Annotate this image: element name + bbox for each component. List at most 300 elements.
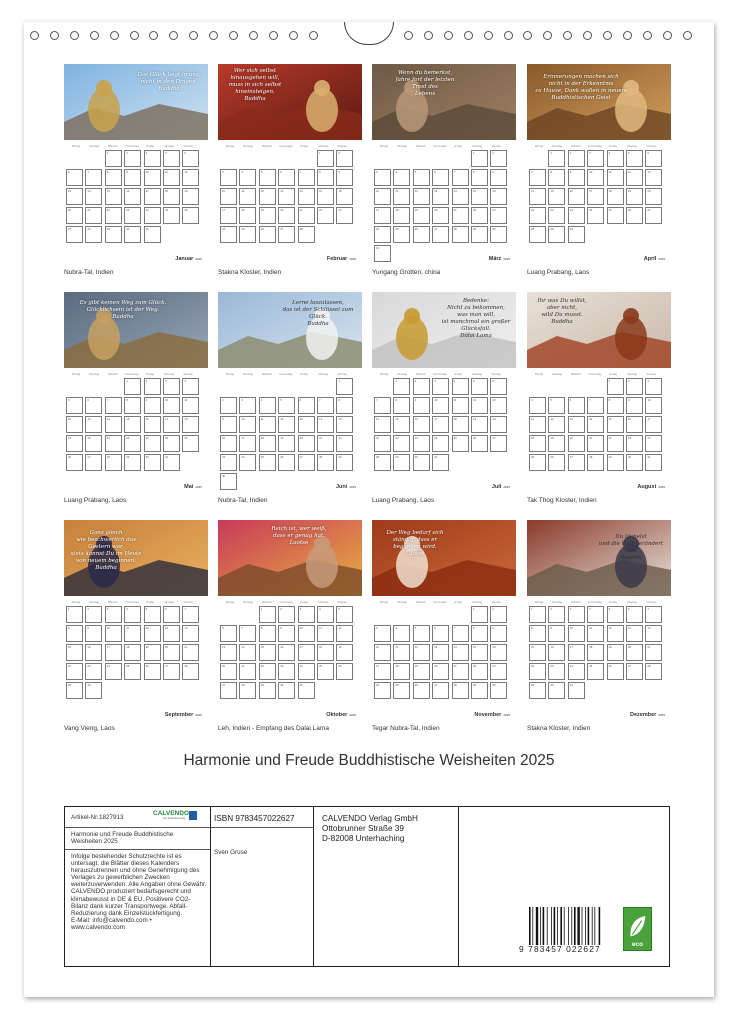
day-cell: 22 xyxy=(336,435,353,452)
weekday-label: Donnerstag xyxy=(125,145,139,148)
day-cell: 23 xyxy=(626,435,643,452)
day-cell: 17 xyxy=(163,416,180,433)
day-cell: 31 xyxy=(432,454,449,471)
month-photo xyxy=(372,64,516,140)
ring-2 xyxy=(50,31,59,40)
weekday-label: Mittwoch xyxy=(262,145,272,148)
artikel-number: 1827913 xyxy=(99,814,124,821)
day-grid xyxy=(64,150,208,244)
info-column-isbn xyxy=(211,807,314,966)
day-cell: 20 xyxy=(298,435,315,452)
weekday-label: Donnerstag xyxy=(125,373,139,376)
day-cell: 14 xyxy=(239,644,256,661)
day-cell: 18 xyxy=(124,644,141,661)
day-cell: 13 xyxy=(278,188,295,205)
day-cell: 13 xyxy=(568,416,585,433)
day-cell: 9 xyxy=(144,397,161,414)
weekday-label: Samstag xyxy=(318,373,328,376)
day-cell: 5 xyxy=(144,606,161,623)
day-cell: 1 xyxy=(393,378,410,395)
day-cell: 12 xyxy=(626,169,643,186)
day-cell: 27 xyxy=(626,663,643,680)
weekday-label: Dienstag xyxy=(89,145,99,148)
day-cell: 6 xyxy=(645,150,662,167)
day-cell: 31 xyxy=(144,226,161,243)
photo-caption: Tak Thog Kloster, Indien xyxy=(527,497,597,504)
day-cell: 17 xyxy=(144,188,161,205)
weekday-label: Montag xyxy=(71,145,81,148)
day-cell: 1 xyxy=(336,378,353,395)
ring-12 xyxy=(249,31,258,40)
weekday-label: Freitag xyxy=(300,601,308,604)
day-cell: 18 xyxy=(393,207,410,224)
day-cell: 21 xyxy=(105,435,122,452)
day-cell: 9 xyxy=(85,625,102,642)
day-cell: 5 xyxy=(607,606,624,623)
month-name: Juli 2025 xyxy=(491,484,510,490)
weekday-label: Dienstag xyxy=(397,373,407,376)
day-cell: 27 xyxy=(220,682,237,699)
day-cell: 27 xyxy=(432,682,449,699)
publisher-line-3: D-82008 Unterhaching xyxy=(322,834,405,843)
day-cell: 22 xyxy=(259,663,276,680)
day-cell: 21 xyxy=(239,663,256,680)
weekday-label: Samstag xyxy=(472,373,482,376)
day-cell: 16 xyxy=(144,416,161,433)
weekday-label: Mittwoch xyxy=(571,601,581,604)
weekday-label: Montag xyxy=(379,145,389,148)
day-cell: 19 xyxy=(548,435,565,452)
day-cell: 10 xyxy=(374,188,391,205)
month-4 xyxy=(527,64,671,279)
day-cell: 25 xyxy=(452,435,469,452)
day-cell: 23 xyxy=(490,207,507,224)
day-cell: 30 xyxy=(413,454,430,471)
month-3 xyxy=(372,64,516,279)
publisher-line-1: CALVENDO Verlag GmbH xyxy=(322,814,418,823)
day-cell: 28 xyxy=(374,454,391,471)
day-cell: 25 xyxy=(607,207,624,224)
day-cell: 30 xyxy=(548,682,565,699)
ring-28 xyxy=(643,31,652,40)
day-cell: 16 xyxy=(548,644,565,661)
day-cell: 3 xyxy=(298,606,315,623)
day-cell: 11 xyxy=(587,625,604,642)
weekday-label: Montag xyxy=(71,601,81,604)
day-cell: 22 xyxy=(471,663,488,680)
day-cell: 3 xyxy=(220,169,237,186)
day-cell: 2 xyxy=(85,606,102,623)
day-cell: 5 xyxy=(413,169,430,186)
day-cell: 12 xyxy=(66,416,83,433)
day-grid xyxy=(218,150,362,244)
month-name: November 2025 xyxy=(474,712,510,718)
day-cell: 19 xyxy=(278,435,295,452)
day-cell: 17 xyxy=(105,644,122,661)
day-cell: 5 xyxy=(182,150,199,167)
day-cell: 10 xyxy=(587,169,604,186)
day-cell: 26 xyxy=(336,663,353,680)
month-name: Januar 2025 xyxy=(175,256,202,262)
day-cell: 3 xyxy=(105,606,122,623)
day-cell: 10 xyxy=(105,625,122,642)
month-name: Juni 2025 xyxy=(336,484,356,490)
day-cell: 6 xyxy=(490,378,507,395)
day-cell: 20 xyxy=(432,663,449,680)
weekday-label: Samstag xyxy=(627,145,637,148)
ring-9 xyxy=(189,31,198,40)
weekday-label: Freitag xyxy=(454,601,462,604)
month-quote: Ganz gleich wie beschwerlich das Gestern war, stets kannst Du im Heute von neuem beginnen. Buddha xyxy=(70,530,142,571)
day-cell: 17 xyxy=(432,416,449,433)
day-cell: 21 xyxy=(374,435,391,452)
day-cell: 12 xyxy=(548,416,565,433)
day-cell: 26 xyxy=(626,207,643,224)
ring-7 xyxy=(149,31,158,40)
day-cell: 20 xyxy=(490,416,507,433)
day-cell: 6 xyxy=(85,397,102,414)
day-cell: 17 xyxy=(587,188,604,205)
day-grid xyxy=(64,378,208,472)
day-cell: 22 xyxy=(66,663,83,680)
day-cell: 25 xyxy=(124,663,141,680)
day-cell: 26 xyxy=(144,663,161,680)
day-cell: 25 xyxy=(182,435,199,452)
day-cell: 5 xyxy=(336,606,353,623)
day-cell: 27 xyxy=(432,226,449,243)
month-name: Mai 2025 xyxy=(184,484,202,490)
ring-20 xyxy=(484,31,493,40)
day-cell: 20 xyxy=(220,663,237,680)
day-cell: 7 xyxy=(529,169,546,186)
day-cell: 24 xyxy=(220,226,237,243)
day-cell: 15 xyxy=(66,644,83,661)
day-cell: 18 xyxy=(607,188,624,205)
day-cell: 28 xyxy=(452,682,469,699)
day-cell: 7 xyxy=(239,625,256,642)
ring-3 xyxy=(70,31,79,40)
day-cell: 28 xyxy=(317,454,334,471)
weekday-label: Donnerstag xyxy=(588,145,602,148)
day-cell: 29 xyxy=(548,226,565,243)
photo-caption: Vang Vieng, Laos xyxy=(64,725,115,732)
month-photo xyxy=(64,520,208,596)
day-cell: 10 xyxy=(239,416,256,433)
day-cell: 27 xyxy=(568,454,585,471)
day-cell: 28 xyxy=(587,454,604,471)
day-cell: 20 xyxy=(645,188,662,205)
day-cell: 6 xyxy=(163,606,180,623)
month-quote: Der Weg bedarf sich ständig, dass er begangen wird. Laotse xyxy=(386,530,444,557)
day-cell: 28 xyxy=(105,454,122,471)
ring-21 xyxy=(504,31,513,40)
day-cell: 1 xyxy=(317,150,334,167)
day-cell: 20 xyxy=(278,207,295,224)
day-cell: 19 xyxy=(413,663,430,680)
day-cell: 19 xyxy=(259,207,276,224)
ring-15 xyxy=(309,31,318,40)
day-cell: 13 xyxy=(298,416,315,433)
day-cell: 5 xyxy=(259,169,276,186)
day-cell: 13 xyxy=(85,416,102,433)
weekday-label: Sonntag xyxy=(646,601,656,604)
day-cell: 1 xyxy=(124,378,141,395)
day-cell: 30 xyxy=(626,454,643,471)
weekday-label: Samstag xyxy=(627,373,637,376)
day-cell: 4 xyxy=(587,606,604,623)
weekday-label: Montag xyxy=(379,373,389,376)
day-grid xyxy=(372,378,516,472)
day-cell: 30 xyxy=(85,682,102,699)
day-cell: 24 xyxy=(144,207,161,224)
day-cell: 13 xyxy=(432,644,449,661)
day-cell: 17 xyxy=(220,207,237,224)
day-cell: 11 xyxy=(259,416,276,433)
day-cell: 2 xyxy=(490,150,507,167)
day-cell: 18 xyxy=(259,435,276,452)
day-cell: 12 xyxy=(413,188,430,205)
day-cell: 15 xyxy=(105,188,122,205)
day-cell: 7 xyxy=(452,169,469,186)
day-cell: 22 xyxy=(548,207,565,224)
day-cell: 25 xyxy=(163,207,180,224)
weekday-label: Montag xyxy=(534,373,544,376)
day-cell: 6 xyxy=(278,169,295,186)
day-cell: 27 xyxy=(85,454,102,471)
month-photo xyxy=(218,520,362,596)
day-cell: 14 xyxy=(317,416,334,433)
month-name: April 2025 xyxy=(643,256,665,262)
day-cell: 30 xyxy=(490,682,507,699)
day-cell: 14 xyxy=(105,416,122,433)
ring-19 xyxy=(464,31,473,40)
weekday-label: Freitag xyxy=(609,373,617,376)
day-cell: 3 xyxy=(568,606,585,623)
weekday-label: Montag xyxy=(534,145,544,148)
day-cell: 8 xyxy=(607,397,624,414)
day-cell: 16 xyxy=(490,644,507,661)
month-11 xyxy=(372,520,516,735)
ring-30 xyxy=(683,31,692,40)
day-cell: 7 xyxy=(374,397,391,414)
day-cell: 20 xyxy=(85,435,102,452)
day-cell: 15 xyxy=(607,416,624,433)
day-cell: 6 xyxy=(568,397,585,414)
month-2 xyxy=(218,64,362,279)
day-cell: 7 xyxy=(105,397,122,414)
photo-caption: Luang Prabang, Laos xyxy=(527,269,590,276)
ring-17 xyxy=(424,31,433,40)
day-cell: 12 xyxy=(336,625,353,642)
day-cell: 29 xyxy=(471,226,488,243)
day-cell: 7 xyxy=(298,169,315,186)
day-cell: 14 xyxy=(298,188,315,205)
day-cell: 31 xyxy=(298,682,315,699)
calvendo-logo: CALVENDO Der Kalenderverlag xyxy=(153,810,197,822)
product-title: Harmonie und Freude Buddhistische Weisheiten 2025 xyxy=(71,831,174,846)
weekday-label: Montag xyxy=(225,145,235,148)
ring-18 xyxy=(444,31,453,40)
photo-caption: Luang Prabang, Laos xyxy=(64,497,127,504)
photo-caption: Luang Prabang, Laos xyxy=(372,497,435,504)
day-cell: 14 xyxy=(182,625,199,642)
ring-23 xyxy=(543,31,552,40)
ring-22 xyxy=(523,31,532,40)
day-cell: 10 xyxy=(432,397,449,414)
day-grid xyxy=(372,150,516,250)
day-cell: 3 xyxy=(587,150,604,167)
day-cell: 28 xyxy=(529,226,546,243)
weekday-label: Donnerstag xyxy=(125,601,139,604)
day-cell: 24 xyxy=(163,435,180,452)
day-cell: 4 xyxy=(452,378,469,395)
weekday-label: Dienstag xyxy=(552,373,562,376)
weekday-label: Freitag xyxy=(609,601,617,604)
month-quote: Ihr was Du willst, aber nicht, wild Du musst. Buddha xyxy=(537,298,587,325)
day-cell: 19 xyxy=(66,435,83,452)
day-cell: 28 xyxy=(452,226,469,243)
day-cell: 16 xyxy=(568,188,585,205)
day-cell: 1 xyxy=(548,150,565,167)
day-cell: 16 xyxy=(413,416,430,433)
weekday-label: Freitag xyxy=(454,145,462,148)
barcode-number: 9 783457 022627 xyxy=(519,944,601,954)
weekday-label: Freitag xyxy=(609,145,617,148)
day-cell: 29 xyxy=(529,682,546,699)
day-cell: 9 xyxy=(490,169,507,186)
weekday-label: Samstag xyxy=(318,145,328,148)
day-cell: 20 xyxy=(626,644,643,661)
day-cell: 21 xyxy=(317,435,334,452)
day-cell: 4 xyxy=(393,169,410,186)
day-cell: 24 xyxy=(298,663,315,680)
day-cell: 8 xyxy=(124,397,141,414)
day-cell: 23 xyxy=(124,207,141,224)
day-cell: 2 xyxy=(626,378,643,395)
weekday-label: Samstag xyxy=(164,373,174,376)
day-cell: 27 xyxy=(298,454,315,471)
day-cell: 1 xyxy=(529,606,546,623)
day-cell: 14 xyxy=(374,416,391,433)
day-cell: 11 xyxy=(529,416,546,433)
weekday-label: Mittwoch xyxy=(416,373,426,376)
day-cell: 21 xyxy=(645,644,662,661)
weekday-label: Donnerstag xyxy=(433,373,447,376)
weekday-label: Mittwoch xyxy=(262,601,272,604)
weekday-label: Sonntag xyxy=(491,373,501,376)
day-cell: 4 xyxy=(607,150,624,167)
day-cell: 16 xyxy=(220,435,237,452)
day-cell: 10 xyxy=(144,169,161,186)
day-cell: 27 xyxy=(66,226,83,243)
weekday-label: Mittwoch xyxy=(262,373,272,376)
ring-6 xyxy=(130,31,139,40)
weekday-label: Montag xyxy=(225,601,235,604)
ring-8 xyxy=(169,31,178,40)
day-cell: 16 xyxy=(626,416,643,433)
day-cell: 10 xyxy=(220,188,237,205)
day-cell: 18 xyxy=(393,663,410,680)
eco-badge: eco xyxy=(623,907,652,951)
day-cell: 27 xyxy=(645,207,662,224)
day-grid xyxy=(218,606,362,700)
day-cell: 31 xyxy=(163,454,180,471)
weekday-label: Donnerstag xyxy=(279,145,293,148)
day-cell: 13 xyxy=(163,625,180,642)
day-cell: 10 xyxy=(568,625,585,642)
day-cell: 9 xyxy=(568,169,585,186)
day-cell: 8 xyxy=(317,169,334,186)
month-10 xyxy=(218,520,362,735)
weekday-label: Dienstag xyxy=(552,601,562,604)
weekday-label: Montag xyxy=(379,601,389,604)
day-cell: 8 xyxy=(548,169,565,186)
day-cell: 5 xyxy=(626,150,643,167)
day-cell: 23 xyxy=(85,663,102,680)
weekday-label: Dienstag xyxy=(243,373,253,376)
day-cell: 26 xyxy=(66,454,83,471)
weekday-label: Sonntag xyxy=(491,601,501,604)
publisher-line-2: Ottobrunner Straße 39 xyxy=(322,824,404,833)
day-cell: 4 xyxy=(317,606,334,623)
ring-1 xyxy=(30,31,39,40)
day-cell: 11 xyxy=(393,644,410,661)
day-cell: 11 xyxy=(317,625,334,642)
weekday-label: Mittwoch xyxy=(571,145,581,148)
month-photo xyxy=(218,64,362,140)
ring-11 xyxy=(229,31,238,40)
day-cell: 28 xyxy=(645,663,662,680)
day-cell: 27 xyxy=(490,435,507,452)
day-cell: 3 xyxy=(374,169,391,186)
weekday-label: Mittwoch xyxy=(108,373,118,376)
day-cell: 6 xyxy=(432,169,449,186)
month-photo xyxy=(372,292,516,368)
day-cell: 26 xyxy=(607,663,624,680)
day-cell: 4 xyxy=(259,397,276,414)
info-column-product xyxy=(65,807,211,966)
weekday-label: Samstag xyxy=(164,601,174,604)
info-column-publisher xyxy=(314,807,459,966)
day-cell: 15 xyxy=(471,644,488,661)
day-cell: 13 xyxy=(66,188,83,205)
month-9 xyxy=(64,520,208,735)
day-cell: 18 xyxy=(182,416,199,433)
photo-caption: Nubra-Tal, Indien xyxy=(64,269,114,276)
day-cell: 23 xyxy=(568,207,585,224)
calendar-page xyxy=(24,22,714,997)
weekday-label: Mittwoch xyxy=(108,601,118,604)
ring-27 xyxy=(623,31,632,40)
day-cell: 18 xyxy=(452,416,469,433)
day-cell: 2 xyxy=(220,397,237,414)
day-cell: 31 xyxy=(645,454,662,471)
day-cell: 2 xyxy=(336,150,353,167)
day-cell: 10 xyxy=(298,625,315,642)
day-cell: 5 xyxy=(548,397,565,414)
day-cell: 17 xyxy=(374,207,391,224)
day-cell: 6 xyxy=(432,625,449,642)
day-cell: 28 xyxy=(298,226,315,243)
day-cell: 8 xyxy=(529,625,546,642)
month-quote: Bedenke: Nicht zu bekommen, was man will, ist manchmal ein großer Glücksfall. Dalai Lama xyxy=(441,298,511,339)
day-cell: 17 xyxy=(374,663,391,680)
day-cell: 30 xyxy=(278,682,295,699)
day-cell: 5 xyxy=(413,625,430,642)
day-cell: 15 xyxy=(259,644,276,661)
ring-16 xyxy=(404,31,413,40)
photo-caption: Tegar Nubra-Tal, Indien xyxy=(372,725,440,732)
